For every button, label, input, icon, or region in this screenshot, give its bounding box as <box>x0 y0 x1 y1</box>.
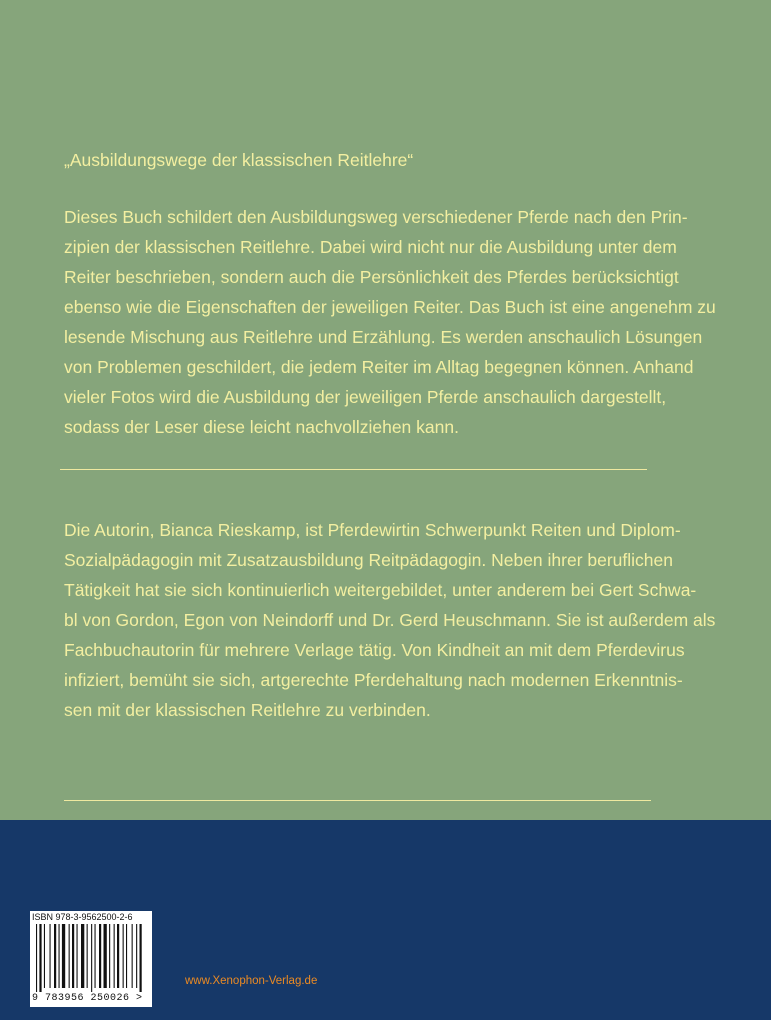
text-line: Dieses Buch schildert den Ausbildungsweg verschiedener Pferde nach den Prin- <box>64 207 688 227</box>
text-line: bl von Gordon, Egon von Neindorff und Dr. Gerd Heuschmann. Sie ist außerdem als <box>64 610 716 630</box>
text-line: Fachbuchautorin für mehrere Verlage tätig. Von Kindheit an mit dem Pferdevirus <box>64 640 685 660</box>
divider-line <box>60 469 647 470</box>
barcode-bars-icon <box>36 924 146 992</box>
divider-line <box>64 800 651 801</box>
isbn-label: ISBN 978-3-9562500-2-6 <box>32 912 133 922</box>
text-line: zipien der klassischen Reitlehre. Dabei wird nicht nur die Ausbildung unter dem <box>64 237 677 257</box>
text-line: vieler Fotos wird die Ausbildung der jeweiligen Pferde anschaulich dargestellt, <box>64 387 667 407</box>
text-line: sen mit der klassischen Reitlehre zu verbinden. <box>64 700 431 720</box>
text-line: infiziert, bemüht sie sich, artgerechte Pferdehaltung nach modernen Erkenntnis- <box>64 670 683 690</box>
text-line: Tätigkeit hat sie sich kontinuierlich weitergebildet, unter anderem bei Gert Schwa- <box>64 580 697 600</box>
description-paragraph <box>64 202 716 442</box>
text-line: ebenso wie die Eigenschaften der jeweiligen Reiter. Das Buch ist eine angenehm zu <box>64 297 716 317</box>
barcode-digits: 9 783956 250026 > <box>32 993 143 1004</box>
text-line: sodass der Leser diese leicht nachvollziehen kann. <box>64 417 459 437</box>
author-bio-paragraph <box>64 515 716 725</box>
text-line: Sozialpädagogin mit Zusatzausbildung Reitpädagogin. Neben ihrer beruflichen <box>64 550 674 570</box>
text-line: von Problemen geschildert, die jedem Reiter im Alltag begegnen können. Anhand <box>64 357 694 377</box>
text-line: lesende Mischung aus Reitlehre und Erzählung. Es werden anschaulich Lösungen <box>64 327 703 347</box>
text-line: Die Autorin, Bianca Rieskamp, ist Pferdewirtin Schwerpunkt Reiten und Diplom- <box>64 520 681 540</box>
publisher-url: www.Xenophon-Verlag.de <box>185 975 318 987</box>
text-line: Reiter beschrieben, sondern auch die Persönlichkeit des Pferdes berücksichtigt <box>64 267 679 287</box>
isbn-barcode <box>30 911 152 1007</box>
book-title: „Ausbildungswege der klassischen Reitlehre“ <box>64 150 414 170</box>
